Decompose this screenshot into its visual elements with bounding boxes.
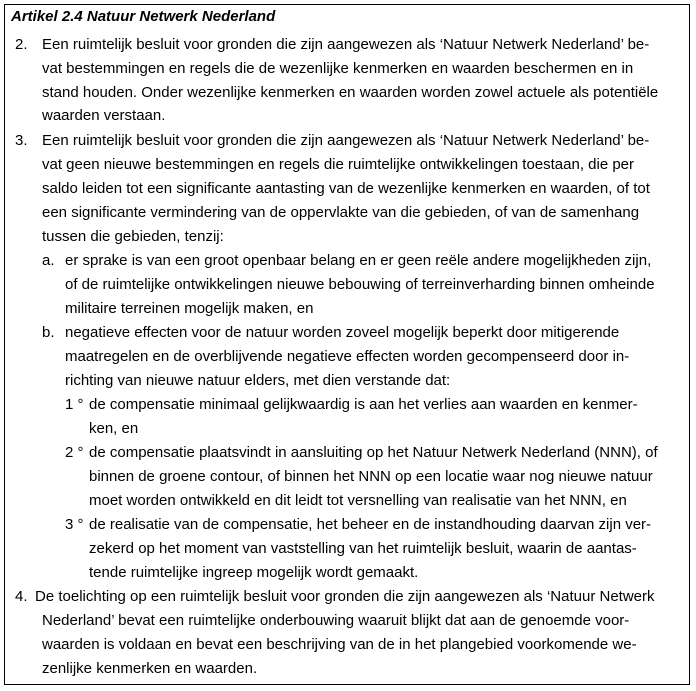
item-3-line: saldo leiden tot een significante aantasting van de wezenlijke kenmerken en waarden, of tot [42, 180, 650, 197]
item-2-line: waarden verstaan. [42, 107, 166, 124]
point-3-line: de realisatie van de compensatie, het beheer en de instandhouding daarvan zijn ver- [89, 516, 652, 533]
point-1-marker: 1 ° [65, 396, 84, 413]
item-3-number: 3. [15, 132, 28, 149]
point-3-line: zekerd op het moment van vaststelling van het ruimtelijk besluit, waarin de aantas- [89, 540, 637, 557]
point-3-line: tende ruimtelijke ingreep mogelijk wordt gemaakt. [89, 564, 419, 581]
item-2-line: vat bestemmingen en regels die de wezenlijke kenmerken en waarden beschermen en in [42, 60, 634, 77]
item-2-line: Een ruimtelijk besluit voor gronden die zijn aangewezen als ‘Natuur Netwerk Nederland’ be- [42, 36, 650, 53]
subitem-b-line: richting van nieuwe natuur elders, met dien verstande dat: [65, 372, 451, 389]
item-4-line: De toelichting op een ruimtelijk besluit voor gronden die zijn aangewezen als ‘Natuur Netwerk [35, 588, 655, 605]
item-4-line: waarden is voldaan en bevat een beschrijving van de in het plangebied voorkomende we- [42, 636, 637, 653]
subitem-b-line: negatieve effecten voor de natuur worden zoveel mogelijk beperkt door mitigerende [65, 324, 620, 341]
point-1-line: ken, en [89, 420, 139, 437]
item-3-line: Een ruimtelijk besluit voor gronden die zijn aangewezen als ‘Natuur Netwerk Nederland’ be- [42, 132, 650, 149]
item-3-line: tussen die gebieden, tenzij: [42, 228, 224, 245]
point-2-line: moet worden ontwikkeld en dit leidt tot versnelling van realisatie van het NNN, en [89, 492, 627, 509]
point-2-line: de compensatie plaatsvindt in aansluiting op het Natuur Netwerk Nederland (NNN), of [89, 444, 658, 461]
item-3-line: een significante vermindering van de oppervlakte van die gebieden, of van de samenhang [42, 204, 640, 221]
item-2-number: 2. [15, 36, 28, 53]
item-2-line: stand houden. Onder wezenlijke kenmerken en waarden worden zowel actuele als potentiële [42, 84, 659, 101]
point-2-line: binnen de groene contour, of binnen het NNN op een locatie waar nog nieuwe natuur [89, 468, 653, 485]
subitem-b-line: maatregelen en de overblijvende negatieve effecten worden gecompenseerd door in- [65, 348, 630, 365]
article-title: Artikel 2.4 Natuur Netwerk Nederland [11, 8, 276, 25]
point-1-line: de compensatie minimaal gelijkwaardig is aan het verlies aan waarden en kenmer- [89, 396, 638, 413]
point-2-marker: 2 ° [65, 444, 84, 461]
item-4-line: zenlijke kenmerken en waarden. [42, 660, 258, 677]
subitem-a-line: er sprake is van een groot openbaar belang en er geen reële andere mogelijkheden zijn, [65, 252, 652, 269]
subitem-a-line: of de ruimtelijke ontwikkelingen nieuwe bebouwing of terreinverharding binnen omheinde [65, 276, 655, 293]
subitem-b-letter: b. [42, 324, 55, 341]
subitem-a-letter: a. [42, 252, 55, 269]
item-4-line: Nederland’ bevat een ruimtelijke onderbouwing waaruit blijkt dat aan de genoemde voor- [42, 612, 630, 629]
subitem-a-line: militaire terreinen mogelijk maken, en [65, 300, 314, 317]
item-3-line: vat geen nieuwe bestemmingen en regels die ruimtelijke ontwikkelingen toestaan, die per [42, 156, 635, 173]
item-4-number: 4. [15, 588, 28, 605]
point-3-marker: 3 ° [65, 516, 84, 533]
